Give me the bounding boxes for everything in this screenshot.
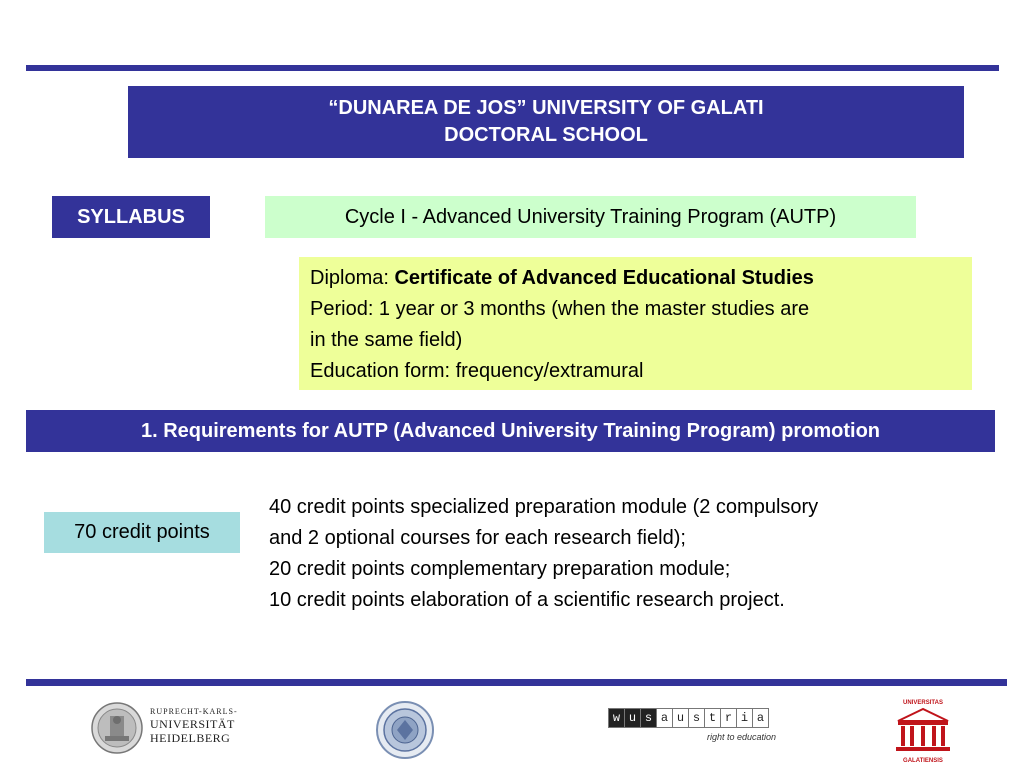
syllabus-label: SYLLABUS [52,196,210,238]
credit-total-badge: 70 credit points [44,512,240,553]
diploma-box [299,257,972,390]
wus-letter: r [720,708,737,728]
credit-details [269,492,999,616]
header-title-line1: “DUNAREA DE JOS” UNIVERSITY OF GALATI [328,97,764,119]
heidelberg-seal-icon [90,700,144,756]
bottom-divider [26,679,1007,686]
top-divider [26,65,999,71]
credit-detail-line: 40 credit points specialized preparation module (2 compulsory [269,496,819,518]
wus-letter: u [624,708,641,728]
wus-letter: i [736,708,753,728]
galati-logo-top: UNIVERSITAS [903,700,943,706]
credit-detail-line: 10 credit points elaboration of a scientific research project. [269,589,785,611]
credit-detail-line: 20 credit points complementary preparation module; [269,558,731,580]
education-form: Education form: frequency/extramural [310,360,644,382]
heidelberg-logo [90,700,250,760]
heidelberg-line1: RUPRECHT-KARLS- [150,707,238,716]
requirements-heading: 1. Requirements for AUTP (Advanced University Training Program) promotion [26,410,995,452]
wus-letter-row [608,708,778,728]
diploma-value: Certificate of Advanced Educational Studies [394,267,814,289]
heidelberg-line3: HEIDELBERG [150,731,231,745]
seal-icon [375,700,435,760]
wus-letter: s [640,708,657,728]
diploma-label: Diploma: [310,267,395,289]
diploma-line [310,263,962,294]
galati-logo-bottom: GALATIENSIS [903,758,943,764]
header-title-line2: DOCTORAL SCHOOL [444,124,648,146]
wus-letter: a [656,708,673,728]
galati-building-icon [890,707,956,753]
wus-letter: u [672,708,689,728]
wus-letter: w [608,708,625,728]
wus-letter: a [752,708,769,728]
galati-university-logo [890,700,956,762]
header-banner [128,86,964,158]
period-line2: in the same field) [310,329,463,351]
wus-letter: s [688,708,705,728]
heidelberg-line2: UNIVERSITÄT [150,717,235,731]
cycle-label: Cycle I - Advanced University Training Program (AUTP) [265,196,916,238]
credit-detail-line: and 2 optional courses for each research field); [269,527,686,549]
wus-tagline: right to education [706,732,776,742]
wus-austria-logo [608,708,778,748]
period-line1: Period: 1 year or 3 months (when the master studies are [310,298,810,320]
university-seal-logo [375,700,435,760]
wus-letter: t [704,708,721,728]
